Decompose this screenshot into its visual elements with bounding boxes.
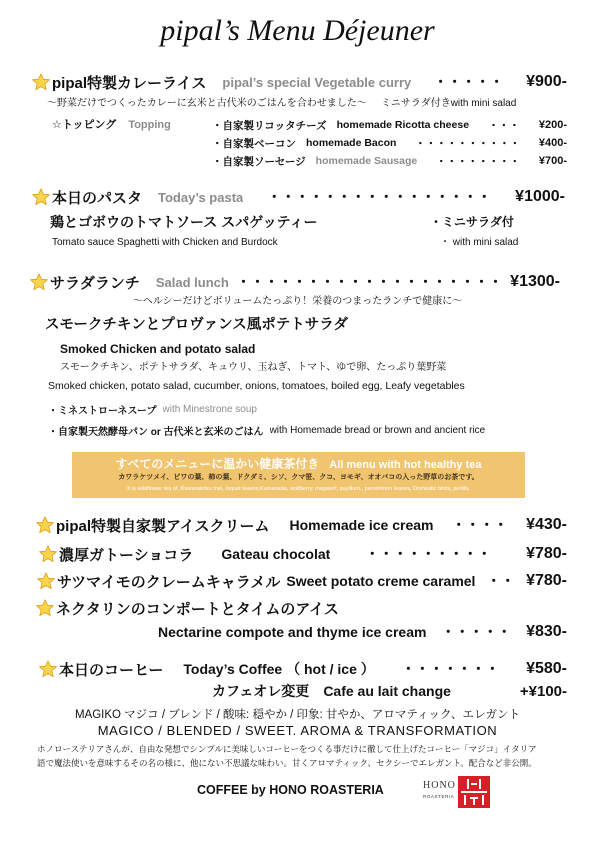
hono-roasteria-logo-icon (458, 776, 490, 808)
dot-leader: ・・・・・・・ (401, 661, 500, 677)
dot-leader: ・・・ (488, 119, 520, 132)
dot-leader: ・・・・ (451, 517, 508, 533)
menu-item-ice-cream (36, 514, 567, 536)
star-icon (32, 188, 50, 206)
pasta-side-en: ・ with mini salad (440, 237, 519, 248)
pasta-dish-en: Tomato sauce Spaghetti with Chicken and Burdock (52, 237, 278, 248)
topping-name-jp: ・自家製ベーコン (212, 137, 296, 150)
menu-item-gateau-chocolat (39, 543, 567, 565)
topping-price: ¥200- (538, 119, 567, 131)
dot-leader: ・・・・・・・・・ (365, 546, 492, 562)
item-name-jp: ネクタリンのコンポートとタイムのアイス (56, 600, 339, 618)
item-name-jp: 本日のパスタ (52, 189, 143, 207)
pasta-dish-jp: 鶏とゴボウのトマトソース スパゲッティー (50, 214, 318, 230)
topping-item (212, 135, 567, 151)
salad-tagline: 〜ヘルシーだけどボリュームたっぷり！栄養のつまったランチで健康に〜 (132, 296, 463, 307)
coffee-credit: COFFEE by HONO ROASTERIA (197, 783, 384, 797)
salad-extra (48, 402, 568, 416)
dot-leader: ・・・・・ (441, 624, 512, 640)
menu-item-nectarine (36, 597, 456, 619)
dot-leader: ・・ (486, 573, 515, 589)
option-price: +¥100- (519, 682, 567, 700)
item-name-en: Homemade ice cream (289, 517, 434, 533)
topping-label-jp: ☆トッピング (52, 119, 117, 131)
item-name-jp: 濃厚ガトーショコラ (59, 546, 194, 564)
topping-label-en: Topping (128, 119, 171, 131)
coffee-description-line: ホノローステリアさんが、自由な発想でシンプルに美味しいコーヒーをつくる事だけに徹して仕上げたコーヒー「マジコ」イタリア (37, 744, 537, 754)
extra-en: with Homemade bread or brown and ancient rice (269, 424, 486, 436)
topping-price: ¥400- (538, 137, 567, 149)
tea-heading-en: All menu with hot healthy tea (329, 459, 482, 471)
pasta-side-jp: ・ミニサラダ付 (430, 215, 514, 229)
item-name-jp: サラダランチ (50, 274, 140, 292)
tea-heading (72, 456, 525, 473)
star-icon (37, 572, 55, 590)
tea-ingredients-en: It is wildflower tea of ,Kawaratetsu mei, loquat leaves,Kumasada, wolfberry, mugwort, psyllium., persimmon leaves, Domestic birds, perilla, (127, 486, 470, 492)
item-name-jp: pipal特製自家製アイスクリーム (56, 517, 270, 535)
dot-leader: ・・・・・・・・ (436, 155, 521, 168)
item-price: ¥780- (526, 572, 567, 589)
item-price: ¥1300- (510, 273, 560, 290)
tea-heading-jp: すべてのメニューに温かい健康茶付き (115, 457, 320, 471)
item-name-en: Salad lunch (155, 274, 229, 290)
menu-item-nectarine-en (158, 621, 567, 643)
dot-leader: ・・・・・・・・・・ (415, 137, 521, 150)
menu-item-salad (30, 271, 560, 293)
coffee-bean-info-en: MAGICO / BLENDED / SWEET. AROMA & TRANSFORMATION (97, 723, 498, 738)
item-price: ¥780- (526, 545, 567, 562)
dot-leader: ・・・・・・・・・・・・・・・・ (267, 189, 492, 205)
topping-price: ¥700- (538, 155, 567, 167)
item-price: ¥580- (526, 660, 567, 677)
logo-subname: ROASTERIA (423, 794, 455, 799)
topping-name-en: homemade Ricotta cheese (336, 119, 470, 131)
salad-ingredients-jp: スモークチキン、ポテトサラダ、キュウリ、玉ねぎ、トマト、ゆで卵、たっぷり葉野菜 (60, 362, 447, 373)
page-title: pipal’s Menu Déjeuner (160, 14, 435, 47)
star-icon (39, 545, 57, 563)
menu-item-pasta (32, 186, 565, 208)
menu-item-curry (32, 71, 567, 93)
item-name-en: Gateau chocolat (221, 546, 331, 562)
item-name-en: Sweet potato creme caramel (286, 573, 476, 589)
extra-en: with Minestrone soup (162, 403, 257, 415)
extra-jp: ・自家製天然酵母パン or 古代米と玄米のごはん (48, 426, 264, 437)
logo-name: HONO (423, 780, 456, 791)
menu-item-coffee (39, 658, 567, 680)
topping-label (52, 117, 171, 133)
item-price: ¥430- (526, 516, 567, 533)
tea-ingredients-jp: カワラケツメイ、ビワの葉、柿の葉、ドクダミ、シソ、クマ笹、クコ、ヨモギ、オオバコの入った野草のお茶です。 (118, 474, 479, 481)
star-icon (32, 73, 50, 91)
description-text: 〜野菜だけでつくったカレーに玄米と古代米のごはんを合わせました〜 (47, 98, 367, 109)
menu-item-creme-caramel (37, 570, 567, 592)
topping-name-en: homemade Bacon (306, 137, 397, 149)
curry-description (47, 97, 567, 111)
topping-item (212, 153, 567, 169)
star-icon (36, 516, 54, 534)
dot-leader: ・・・・・・・・・・・・・・・・・・・ (236, 274, 503, 290)
coffee-bean-info-jp: MAGIKO マジコ / ブレンド / 酸味: 穏やか / 印象: 甘やか、アロマティック、エレガント (74, 709, 521, 721)
salad-dish-en: Smoked Chicken and potato salad (60, 342, 256, 356)
cafe-au-lait-option (212, 681, 567, 701)
topping-name-en: homemade Sausage (315, 155, 418, 167)
salad-dish-jp: スモークチキンとプロヴァンス風ポテトサラダ (45, 317, 349, 333)
item-name-en: Today’s pasta (158, 189, 244, 205)
item-price: ¥900- (526, 73, 567, 90)
dot-leader: ・・・・・ (433, 74, 504, 90)
extra-jp: ・ミネストローネスープ (48, 405, 157, 416)
star-icon (30, 273, 48, 291)
topping-item (212, 117, 567, 133)
tea-notice-box (72, 452, 525, 498)
item-name-en: pipal’s special Vegetable curry (222, 74, 412, 90)
topping-name-jp: ・自家製リコッタチーズ (212, 119, 327, 132)
salad-ingredients-en: Smoked chicken, potato salad, cucumber, onions, tomatoes, boiled egg, Leafy vegetables (48, 380, 465, 392)
item-price: ¥1000- (515, 188, 565, 205)
star-icon (36, 599, 54, 617)
topping-name-jp: ・自家製ソーセージ (212, 155, 306, 168)
star-icon (39, 660, 57, 678)
side-note: ミニサラダ付きwith mini salad (380, 98, 517, 109)
item-name-jp: サツマイモのクレームキャラメル (57, 573, 281, 591)
item-name-jp: 本日のコーヒー (59, 661, 164, 679)
salad-extra (48, 423, 568, 437)
item-name-en: Nectarine compote and thyme ice cream (158, 624, 427, 640)
option-name-jp: カフェオレ変更 (212, 683, 310, 699)
option-name-en: Cafe au lait change (323, 683, 451, 699)
item-name-en: Today’s Coffee （ hot / ice ） (183, 661, 375, 677)
item-name-jp: pipal特製カレーライス (52, 74, 207, 92)
coffee-description-line: 語で魔法使いを意味するその名の様に、他にない不思議な味わい。甘くアロマティック、セクシーでエレガント。配合など非公開。 (37, 758, 537, 768)
item-price: ¥830- (526, 623, 567, 640)
